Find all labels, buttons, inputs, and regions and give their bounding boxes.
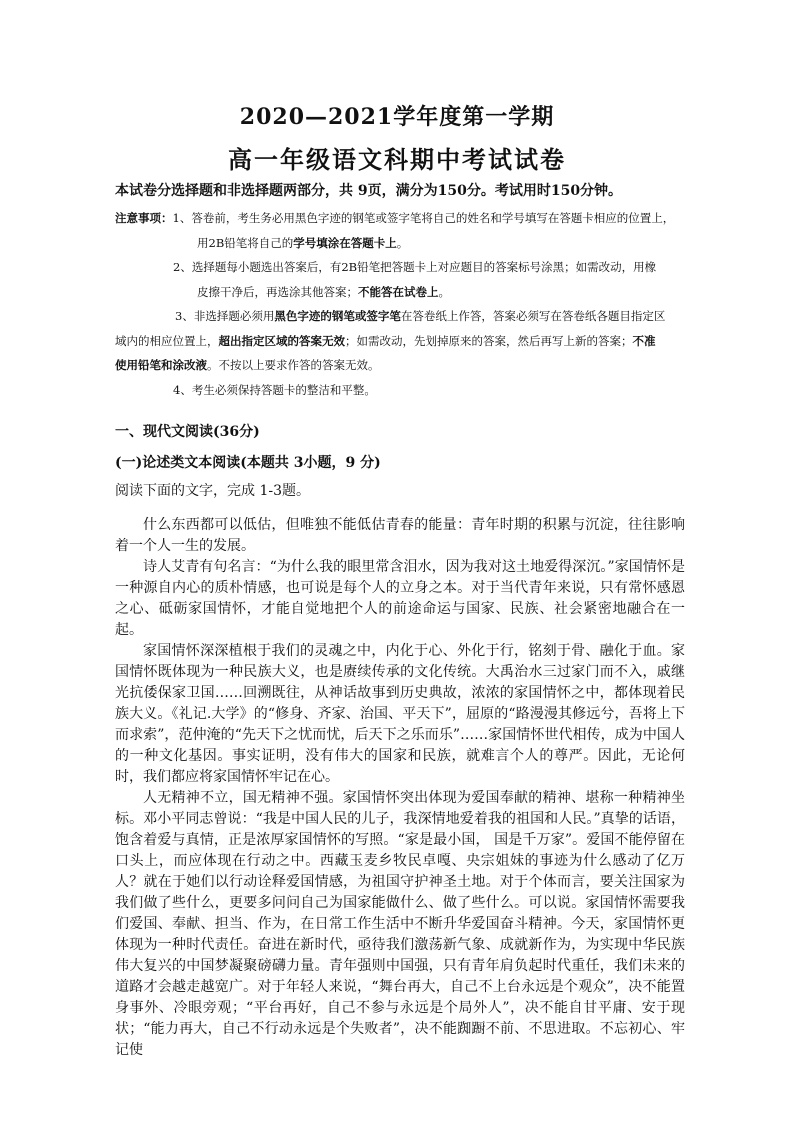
note-3-emphasis-d: 使用铅笔和涂改液 — [115, 358, 207, 372]
note-3-line-b — [115, 329, 687, 354]
note-1-emphasis: 学号填涂在答题卡上 — [293, 235, 397, 250]
reading-instruction: 阅读下面的文字，完成 1-3题。 — [115, 483, 310, 499]
note-3-text-b: 域内的相应位置上， — [115, 333, 219, 348]
note-2-emphasis: 不能答在试卷上 — [358, 284, 439, 299]
note-3-emphasis-c: 不准 — [632, 333, 656, 348]
note-3-emphasis-b: 超出指定区域的答案无效 — [218, 333, 345, 348]
note-3-emphasis-a: 黑色字迹的钢笔或签字笔 — [274, 309, 401, 323]
note-1-line-b — [115, 231, 687, 256]
passage-paragraph-2: 诗人艾青有句名言：“为什么我的眼里常含泪水，因为我对这土地爱得深沉。”家国情怀是一种源自内心的质朴情感，也可说是每个人的立身之本。对于当代青年来说，只有常怀感恩之心、砥砺家国情怀，才能自觉地把个人的前途命运与国家、民族、社会紧密地融合在一起。 — [115, 559, 685, 638]
reading-passage — [115, 515, 685, 1061]
exam-intro: 本试卷分选择题和非选择题两部分，共 9页，满分为150分。考试用时150分钟。 — [115, 183, 623, 199]
notes-label: 注意事项： — [115, 211, 173, 225]
note-2-line-a: 2、选择题每小题选出答案后，有2B铅笔把答题卡上对应题目的答案标号涂黑；如需改动，用橡 — [173, 260, 657, 274]
subsection-title: (一)论述类文本阅读(本题共 3小题，9 分) — [115, 455, 381, 471]
year-heading: 2020—2021学年度第一学期 — [239, 104, 555, 130]
note-1-text-b: 用2B铅笔将自己的 — [197, 235, 294, 250]
note-3-text-b2: ；如需改动，先划掉原来的答案，然后再写上新的答案； — [345, 333, 633, 348]
note-2-end: 。 — [438, 284, 450, 299]
passage-paragraph-1: 什么东西都可以低估，但唯独不能低估青春的能量：青年时期的积累与沉淀，往往影响着一个人一生的发展。 — [115, 517, 685, 554]
note-1-text: 1、答卷前，考生务必用黑色字迹的钢笔或签字笔将自己的姓名和学号填写在答题卡相应的位置上， — [172, 211, 675, 225]
passage-paragraph-4: 人无精神不立，国无精神不强。家国情怀突出体现为爱国奉献的精神、堪称一种精神坐标。邓小平同志曾说：“我是中国人民的儿子，我深情地爱着我的祖国和人民。”真挚的话语，饱含着爱与真情，正是浓厚家国情怀的写照。“家是最小国， 国是千万家”。爱国不能停留在口头上，而应体现在行动之中。西藏玉麦乡牧民卓嘎、央宗姐妹的事迹为什么感动了亿万人？就在于她们以行动诠释爱国情感，为祖国守护神圣土地。对于个体而言，要关注国家为我们做了些什么，更要多问问自己为国家能做什么、做了些什么。可以说。家国情怀需要我们爱国、奉献、担当、作为，在日常工作生活中不断升华爱国奋斗精神。今天，家国情怀更体现为一种时代责任。奋进在新时代，亟待我们激荡新气象、成就新作为，为实现中华民族伟大复兴的中国梦凝聚磅礴力量。青年强则中国强，只有青年肩负起时代重任，我们未来的道路才会越走越宽广。对于年轻人来说，“舞台再大，自己不上台永远是个观众”，决不能置身事外、冷眼旁观；“平台再好，自己不参与永远是个局外人”，决不能自甘平庸、安于现状；“能力再大，自己不行动永远是个失败者”，决不能踟蹰不前、不思进取。不忘初心、牢记使 — [115, 790, 685, 1058]
note-3-line-a — [115, 304, 687, 329]
note-1-line-a — [115, 206, 687, 231]
exam-title: 高一年级语文科期中考试试卷 — [228, 145, 566, 174]
note-2-text-b: 皮擦干净后，再选涂其他答案； — [197, 284, 358, 299]
passage-paragraph-3: 家国情怀深深植根于我们的灵魂之中，内化于心、外化于行，铭刻于骨、融化于血。家国情怀既体现为一种民族大义，也是赓续传承的文化传统。大禹治水三过家门而不入，戚继光抗倭保家卫国……回溯既往，从神话故事到历史典故，浓浓的家国情怀之中，都体现着民族大义。《礼记.大学》的“修身、齐家、治国、平天下”，屈原的“路漫漫其修远兮，吾将上下而求索”，范仲淹的“先天下之忧而忧，后天下之乐而乐”……家国情怀世代相传，成为中国人的一种文化基因。事实证明，没有伟大的国家和民族，就难言个人的尊严。因此，无论何时，我们都应将家国情怀牢记在心。 — [115, 643, 685, 785]
note-3-line-c — [115, 353, 687, 378]
section-title: 一、现代文阅读(36分) — [115, 424, 260, 440]
note-3-text-c: 。不按以上要求作答的答案无效。 — [207, 358, 380, 372]
note-3-text-a: 3、非选择题必须用 — [175, 309, 275, 323]
note-3-text-a2: 在答卷纸上作答，答案必须写在答卷纸各题目指定区 — [400, 309, 666, 323]
note-2-line-b — [115, 280, 687, 305]
note-1-end: 。 — [396, 235, 409, 250]
note-4-line: 4、考生必须保持答题卡的整洁和平整。 — [173, 382, 376, 397]
exam-notes — [115, 206, 687, 402]
